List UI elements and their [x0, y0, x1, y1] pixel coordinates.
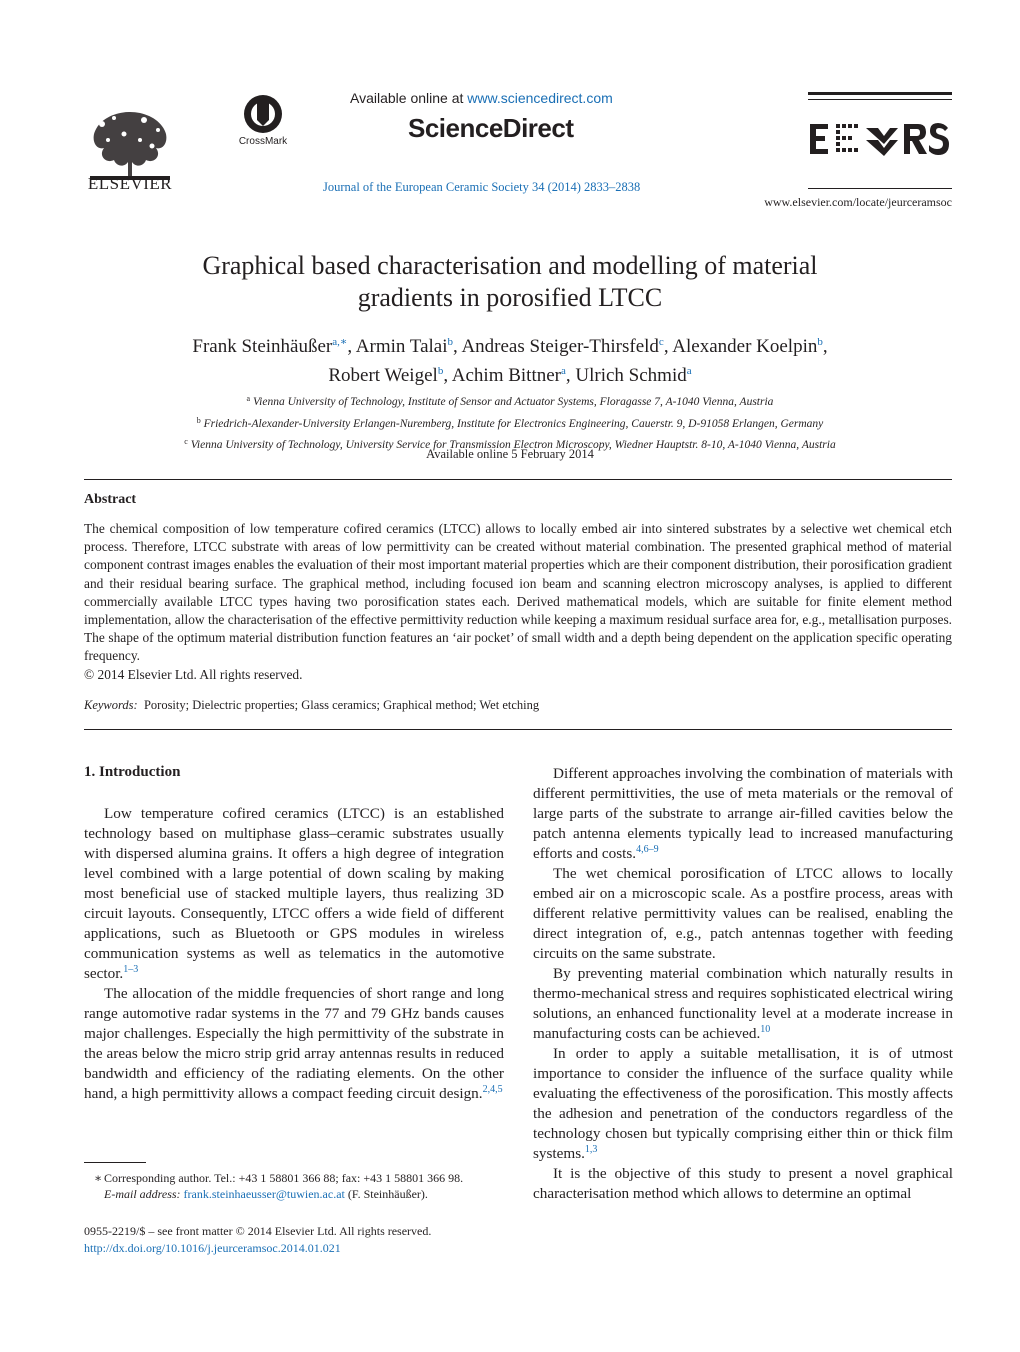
available-online-line [350, 90, 613, 106]
citation-ref[interactable]: 4,6–9 [636, 844, 659, 855]
paragraph [533, 1044, 953, 1164]
footnote-contact: Corresponding author. Tel.: +43 1 58801 366 88; fax: +43 1 58801 366 98. [104, 1171, 464, 1185]
section-heading: 1. Introduction [84, 764, 181, 780]
paragraph [533, 1164, 953, 1204]
footnote-star: ∗ [94, 1171, 103, 1185]
abstract-copyright: © 2014 Elsevier Ltd. All rights reserved. [84, 666, 303, 682]
available-prefix: Available online at [350, 90, 468, 106]
article-title [110, 250, 910, 314]
author-name: Robert Weigel [328, 365, 438, 386]
paragraph-text: It is the objective of this study to present a novel graphical characterisation method which allows to determine an optimal [533, 1165, 953, 1202]
right-column [533, 764, 953, 1204]
citation-ref[interactable]: 10 [760, 1024, 771, 1035]
affiliation-mark: b [196, 415, 201, 425]
author-affil-mark[interactable]: a,∗ [332, 336, 348, 348]
ecers-rule-top [808, 92, 952, 95]
abstract-body [84, 520, 952, 684]
left-column [84, 804, 504, 1104]
ecers-rule-top-thin [808, 99, 952, 100]
affiliation [90, 390, 930, 412]
affiliation-mark: c [184, 437, 188, 446]
author-affil-mark[interactable]: b [447, 336, 453, 348]
author-affil-mark[interactable]: a [561, 365, 566, 377]
citation-ref[interactable]: 2,4,5 [482, 1084, 503, 1095]
author-name: Ulrich Schmid [575, 365, 687, 386]
author-affil-mark[interactable]: b [817, 336, 823, 348]
paragraph-text: Low temperature cofired ceramics (LTCC) is an established technology based on multiphase glass–ceramic substrates usually with dispersed alumina grains. It offers a high degree of integration level combined with a large potential of down scaling by making most beneficial use of stacked multiple layers, thus realizing 3D circuit layouts. Consequently, LTCC offers a wide field of different applications, such as Bluetooth or GPS modules in wireless communication systems as well as telematics in the automotive sector. [84, 805, 504, 982]
issn-line: 0955-2219/$ – see front matter © 2014 Elsevier Ltd. All rights reserved. [84, 1224, 432, 1238]
keywords [84, 698, 539, 713]
ecers-logo [808, 116, 952, 160]
available-online-date: Available online 5 February 2014 [426, 447, 594, 461]
author-affil-mark[interactable]: a [686, 365, 692, 377]
email-link[interactable]: frank.steinhaeusser@tuwien.ac.at [183, 1187, 345, 1201]
abstract-heading: Abstract [84, 492, 137, 507]
affiliations [90, 390, 930, 455]
footnote-email-line [104, 1186, 504, 1202]
sciencedirect-wordmark: ScienceDirect [408, 113, 574, 143]
abstract-text: The chemical composition of low temperature cofired ceramics (LTCC) allows to locally embed air into sintered substrates by a selective wet chemical etch process. Therefore, LTCC substrate with areas of low permittivity can be created without material combination. The presented graphical method of material component contrast images enables the evaluation of their most important material properties which are their component distribution, their porosification gradient and their residual bearing surface. The graphical method, including focused ion beam and scanning electron microscopy analyses, is applied to different commercially available LTCC types having two porosification states each. Derived mathematical models, which are suitable for finite element method implementation, allow the characterisation of the effective permittivity reduction while keeping a maximum residual surface area for, e.g., metallisation purposes. The shape of the optimum material distribution function features an ‘air pocket’ of small width and a depth being dependent on the application specific operating frequency. [84, 521, 952, 664]
author-name: Andreas Steiger-Thirsfeld [461, 336, 659, 357]
author-affil-mark[interactable]: c [658, 336, 664, 348]
footnote-rule [84, 1162, 146, 1163]
author-line-1: Frank Steinhäußer$^{a,∗}$, Armin Talai$^b$, Andreas Steiger-Thirsfeld$^c$, Alexander Koelpin$^b$, [192, 336, 828, 357]
author-name: Achim Bittner [451, 365, 561, 386]
crossmark-label: CrossMark [238, 136, 288, 147]
keywords-label: Keywords: [84, 698, 138, 712]
ecers-rule-bottom [808, 188, 952, 189]
email-label: E-mail address: [104, 1187, 181, 1201]
paragraph-text: In order to apply a suitable metallisation, it is of utmost importance to consider the influence of the surface quality while evaluating the effectiveness of the porosification. This mostly affects the adhesion and penetration of the conductors regardless of the technology chosen but typically comprising either thin or thick film systems. [533, 1045, 953, 1162]
title-line-1: Graphical based characterisation and modelling of material [202, 251, 818, 280]
paragraph-text: The wet chemical porosification of LTCC allows to locally embed air on a microscopic scale. As a postfire process, areas with different relative permittivity values can be realised, enabling the direct integration of, e.g., patch antennas together with feeding circuits on the same substrate. [533, 865, 953, 962]
sciencedirect-link[interactable]: www.sciencedirect.com [467, 90, 613, 106]
citation-ref[interactable]: 1–3 [123, 964, 139, 975]
author-name: Frank Steinhäußer [192, 336, 333, 357]
abstract-rule-bottom [84, 729, 952, 730]
email-suffix: (F. Steinhäußer). [344, 1187, 428, 1201]
elsevier-wordmark: ELSEVIER [87, 174, 173, 193]
paragraph-text: By preventing material combination which naturally results in thermo-mechanical stress and requires sophisticated electrical wiring solutions, an enhanced functionality level at a moderate increase in manufacturing costs can be achieved. [533, 965, 953, 1042]
journal-url[interactable]: www.elsevier.com/locate/jeurceramsoc [764, 195, 952, 209]
keywords-list: Porosity; Dielectric properties; Glass ceramics; Graphical method; Wet etching [143, 698, 540, 712]
title-line-2: gradients in porosified LTCC [357, 283, 663, 312]
affiliation [90, 412, 930, 434]
doi-link[interactable]: http://dx.doi.org/10.1016/j.jeurceramsoc.2014.01.021 [84, 1241, 341, 1255]
author-name: Armin Talai [355, 336, 448, 357]
corresponding-author-footnote [84, 1170, 504, 1202]
paragraph [533, 864, 953, 964]
paragraph [84, 984, 504, 1104]
author-affil-mark[interactable]: b [437, 365, 444, 377]
paragraph-text: Different approaches involving the combination of materials with different permittivities, the use of meta materials or the removal of large parts of the substrate to arrange air-filled cavities below the patch antenna elements typically lead to increased manufacturing efforts and costs. [533, 765, 953, 862]
citation-ref[interactable]: 1,3 [584, 1144, 598, 1155]
paragraph [84, 804, 504, 984]
paragraph [533, 764, 953, 864]
affiliation-text: Vienna University of Technology, Institute of Sensor and Actuator Systems, Floragasse 7, A-1040 Vienna, Austria [252, 396, 774, 408]
affiliation-text: Vienna University of Technology, University Service for Transmission Electron Microscopy, Wiedner Hauptstr. 8-10, A-1040 Vienna, Austria [190, 439, 836, 451]
paragraph-text: The allocation of the middle frequencies of short range and long range automotive radar systems in the 77 and 79 GHz bands causes major challenges. Especially the high permittivity of the substrate in the areas below the micro strip grid array antennas results in reduced bandwidth and efficiency of the radiating elements. On the other hand, a high permittivity allows a compact feeding circuit design. [84, 985, 504, 1102]
author-list [110, 330, 910, 388]
affiliation-text: Friedrich-Alexander-University Erlangen-Nuremberg, Institute for Electronics Engineering, Cauerstr. 9, D-91058 Erlangen, Germany [203, 417, 824, 430]
author-line-2: Robert Weigel$^b$, Achim Bittner$^a$, Ulrich Schmid$^a$ [328, 365, 692, 386]
paragraph [533, 964, 953, 1044]
author-name: Alexander Koelpin [672, 336, 818, 357]
abstract-rule-top [84, 479, 952, 480]
journal-citation[interactable]: Journal of the European Ceramic Society 34 (2014) 2833–2838 [323, 180, 641, 194]
affiliation-mark: a [246, 394, 251, 403]
